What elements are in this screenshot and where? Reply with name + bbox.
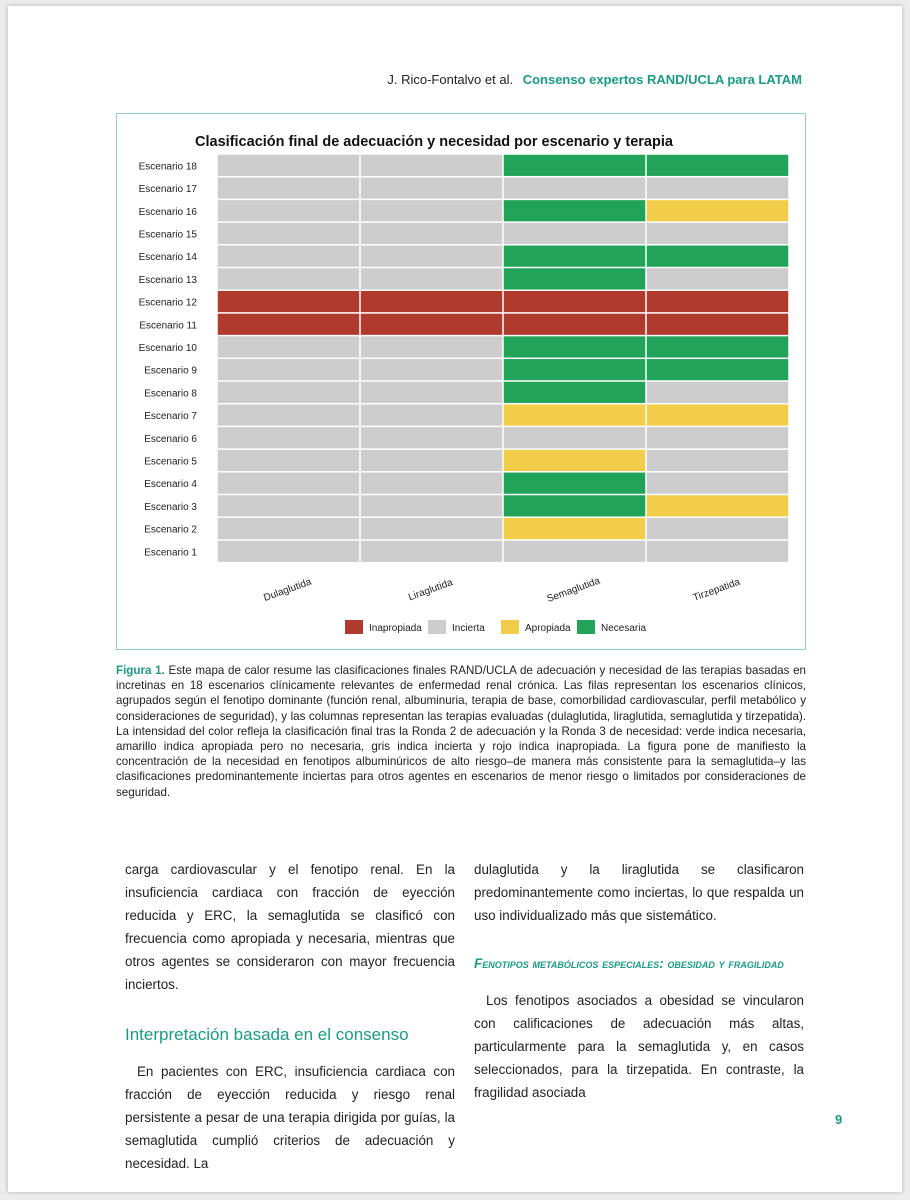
legend-swatch: [345, 620, 363, 634]
heatmap-cell: [361, 518, 503, 539]
heatmap-cell: [504, 246, 646, 267]
heatmap-cell: [504, 314, 646, 335]
heatmap-cell: [504, 223, 646, 244]
heatmap-cell: [504, 359, 646, 380]
heatmap-cell: [218, 450, 360, 471]
heatmap-cell: [504, 450, 646, 471]
heatmap-cell: [218, 382, 360, 403]
row-label: Escenario 12: [138, 297, 197, 309]
heatmap-cell: [647, 359, 789, 380]
legend-label: Necesaria: [601, 623, 647, 634]
heatmap-cell: [504, 291, 646, 312]
legend-swatch: [501, 620, 519, 634]
paragraph: En pacientes con ERC, insuficiencia cardiaca con fracción de eyección reducida y riesgo renal persistente a pesar de una terapia dirigida por guías, la semaglutida cumplió criterios de adecuación y necesidad. La: [125, 1064, 455, 1171]
row-label: Escenario 16: [138, 206, 197, 218]
heatmap-chart: [117, 114, 805, 649]
heatmap-cell: [504, 495, 646, 516]
legend-label: Apropiada: [525, 623, 571, 634]
heatmap-cell: [647, 427, 789, 448]
heatmap-cell: [218, 541, 360, 562]
paragraph: Los fenotipos asociados a obesidad se vincularon con calificaciones de adecuación más altas, particularmente para la semaglutida y, en casos seleccionados, para la tirzepatida. En contraste, la fragilidad asociada: [474, 993, 804, 1100]
heatmap-cell: [218, 427, 360, 448]
section-title: Interpretación basada en el consenso: [125, 1025, 409, 1044]
heatmap-cell: [647, 268, 789, 289]
header-journal: Consenso expertos RAND/UCLA para LATAM: [522, 72, 802, 87]
row-label: Escenario 2: [144, 524, 197, 536]
header-authors: J. Rico-Fontalvo et al.: [387, 72, 514, 87]
legend-label: Incierta: [452, 623, 485, 634]
row-label: Escenario 3: [144, 501, 197, 513]
heatmap-cell: [218, 359, 360, 380]
heatmap-cell: [218, 314, 360, 335]
heatmap-cell: [504, 382, 646, 403]
caption-text: Este mapa de calor resume las clasificaciones finales RAND/UCLA de adecuación y necesidad de las terapias basadas en incretinas en 18 escenarios clínicamente relevantes de enfermedad renal crónica. Las filas representan los escenarios clínicos, agrupados según el fenotipo dominante (función renal, albuminuria, terapia de base, comorbilidad cardiovascular, perfil metabólico y consideraciones de seguridad), y las columnas representan las terapias evaluadas (dulaglutida, liraglutida, semaglutida y tirzepatida). La intensidad del color refleja la clasificación final tras la Ronda 2 de adecuación y la Ronda 3 de necesidad: verde indica necesaria, amarillo indica apropiada pero no necesaria, gris indica incierta y rojo indica inapropiada. La figura pone de manifiesto la concentración de la necesidad en fenotipos albuminúricos de alto riesgo–de manera más consistente para la semaglutida–y las clasificaciones predominantemente inciertas para otros agentes en escenarios de menor riesgo o limitados por consideraciones de seguridad.: [116, 664, 806, 799]
heatmap-cell: [504, 177, 646, 198]
heatmap-cell: [218, 495, 360, 516]
heatmap-cell: [361, 177, 503, 198]
heatmap-cell: [361, 291, 503, 312]
heatmap-cell: [647, 450, 789, 471]
figure-1: [116, 113, 806, 650]
row-label: Escenario 10: [138, 342, 197, 354]
heatmap-cell: [361, 336, 503, 357]
legend-label: Inapropiada: [369, 623, 422, 634]
heatmap-cell: [218, 200, 360, 221]
row-label: Escenario 11: [139, 320, 197, 332]
heatmap-cell: [361, 268, 503, 289]
row-label: Escenario 5: [144, 456, 197, 468]
heatmap-cell: [504, 473, 646, 494]
heatmap-cell: [218, 404, 360, 425]
paragraph: carga cardiovascular y el fenotipo renal. En la insuficiencia cardiaca con fracción de eyección reducida y ERC, la semaglutida se clasificó con frecuencia como apropiada y necesaria, mientras que otros agentes se consideraron con mayor frecuencia inciertos.: [125, 862, 455, 992]
row-label: Escenario 15: [138, 229, 197, 241]
heatmap-cell: [218, 177, 360, 198]
heatmap-cell: [647, 404, 789, 425]
heatmap-cell: [504, 518, 646, 539]
heatmap-cell: [361, 541, 503, 562]
heatmap-cell: [504, 155, 646, 176]
heatmap-cell: [647, 518, 789, 539]
heatmap-cell: [647, 336, 789, 357]
heatmap-cell: [218, 336, 360, 357]
heatmap-cell: [361, 314, 503, 335]
row-label: Escenario 13: [138, 274, 197, 286]
body-column-right: [474, 858, 804, 1104]
heatmap-cell: [504, 336, 646, 357]
heatmap-cell: [504, 404, 646, 425]
column-label: Dulaglutida: [262, 576, 314, 604]
heatmap-cell: [218, 518, 360, 539]
figure-caption: [116, 663, 806, 800]
heatmap-cell: [647, 246, 789, 267]
row-label: Escenario 6: [144, 433, 197, 445]
heatmap-cell: [218, 155, 360, 176]
heatmap-cell: [218, 246, 360, 267]
row-label: Escenario 17: [138, 184, 197, 196]
column-label: Semaglutida: [545, 575, 602, 605]
column-label: Tirzepatida: [691, 576, 742, 604]
heatmap-cell: [218, 268, 360, 289]
row-label: Escenario 9: [144, 365, 197, 377]
body-column-left: [125, 858, 455, 1175]
row-label: Escenario 14: [138, 252, 197, 264]
heatmap-cell: [361, 155, 503, 176]
row-label: Escenario 1: [144, 547, 197, 559]
paragraph: dulaglutida y la liraglutida se clasificaron predominantemente como inciertas, lo que respalda un uso individualizado más que sistemático.: [474, 862, 804, 923]
heatmap-cell: [361, 495, 503, 516]
legend-swatch: [428, 620, 446, 634]
heatmap-cell: [361, 246, 503, 267]
caption-label: Figura 1.: [116, 664, 165, 677]
heatmap-cell: [218, 473, 360, 494]
column-label: Liraglutida: [407, 577, 455, 604]
heatmap-cell: [361, 382, 503, 403]
heatmap-cell: [647, 177, 789, 198]
heatmap-cell: [647, 314, 789, 335]
heatmap-cell: [361, 404, 503, 425]
heatmap-cell: [361, 450, 503, 471]
heatmap-cell: [647, 291, 789, 312]
page: [8, 6, 902, 1192]
heatmap-cell: [647, 473, 789, 494]
chart-title: Clasificación final de adecuación y necesidad por escenario y terapia: [195, 134, 673, 150]
row-label: Escenario 7: [144, 411, 197, 423]
heatmap-cell: [361, 223, 503, 244]
heatmap-cell: [504, 541, 646, 562]
heatmap-cell: [504, 427, 646, 448]
heatmap-cell: [647, 495, 789, 516]
heatmap-cell: [647, 541, 789, 562]
row-label: Escenario 8: [144, 388, 197, 400]
heatmap-cell: [361, 473, 503, 494]
running-header: [387, 72, 802, 87]
subsection-title: Fenotipos metabólicos especiales: obesidad y fragilidad: [474, 956, 784, 971]
row-label: Escenario 18: [138, 161, 197, 173]
heatmap-cell: [218, 223, 360, 244]
heatmap-cell: [647, 382, 789, 403]
heatmap-cell: [647, 223, 789, 244]
heatmap-cell: [647, 200, 789, 221]
page-number: 9: [835, 1112, 843, 1127]
heatmap-cell: [218, 291, 360, 312]
heatmap-cell: [361, 427, 503, 448]
row-label: Escenario 4: [144, 479, 197, 491]
heatmap-cell: [361, 359, 503, 380]
heatmap-cell: [361, 200, 503, 221]
heatmap-cell: [647, 155, 789, 176]
heatmap-cell: [504, 268, 646, 289]
heatmap-cell: [504, 200, 646, 221]
legend-swatch: [577, 620, 595, 634]
